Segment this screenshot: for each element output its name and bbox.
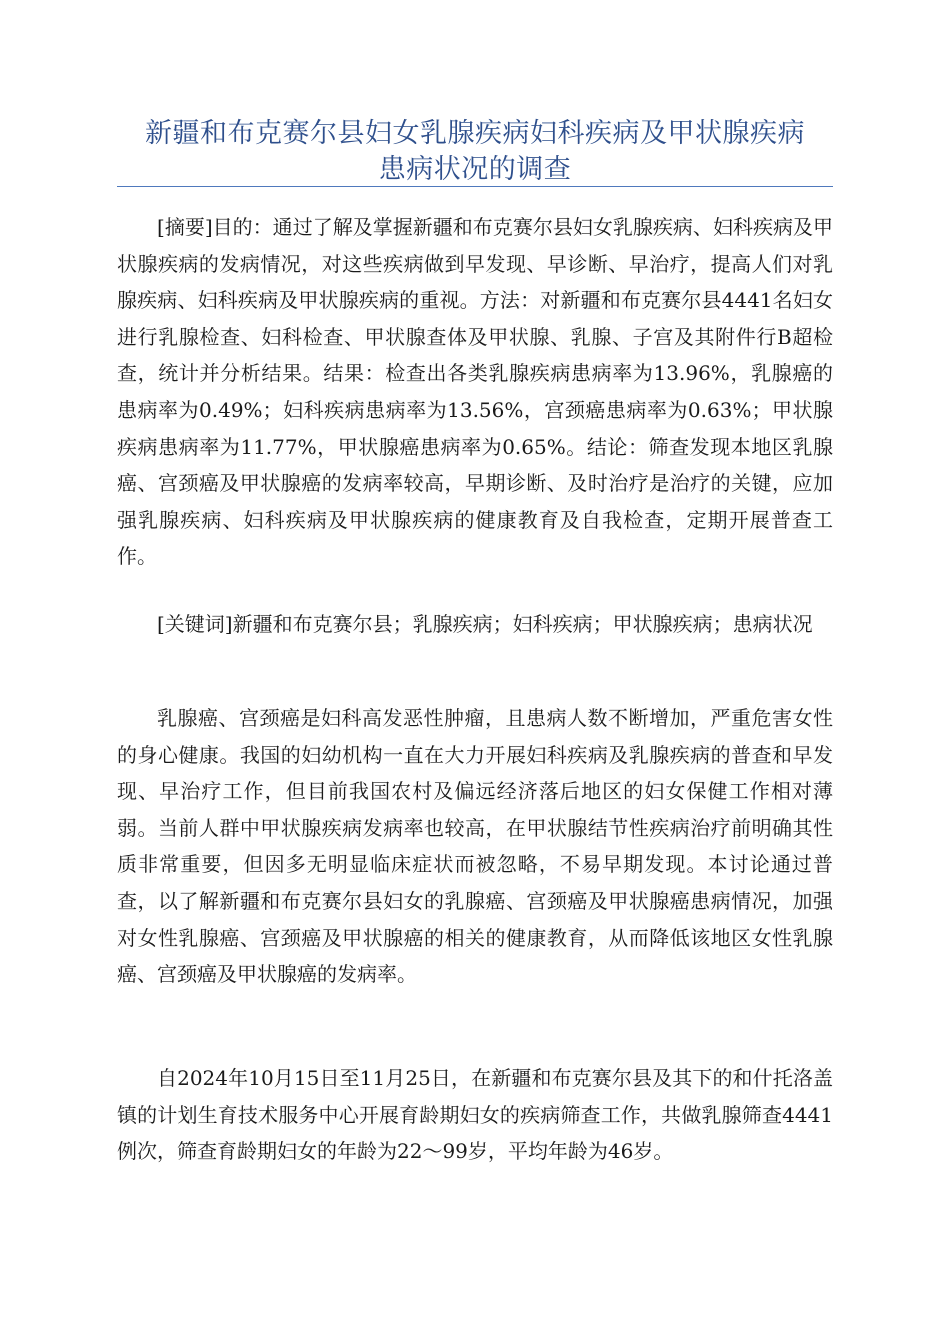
title-line-1: 新疆和布克赛尔县妇女乳腺疾病妇科疾病及甲状腺疾病 bbox=[145, 118, 805, 149]
method-paragraph: 自2024年10月15日至11月25日，在新疆和布克赛尔县及其下的和什托洛盖镇的计划生育技术服务中心开展育龄期妇女的疾病筛查工作，共做乳腺筛查4441例次，筛查育龄期妇女的年龄为22～99岁，平均年龄为46岁。 bbox=[117, 1066, 833, 1164]
keywords-paragraph: [关键词]新疆和布克赛尔县；乳腺疾病；妇科疾病；甲状腺疾病；患病状况 bbox=[157, 612, 813, 636]
abstract-paragraph: [摘要]目的：通过了解及掌握新疆和布克赛尔县妇女乳腺疾病、妇科疾病及甲状腺疾病的发病情况，对这些疾病做到早发现、早诊断、早治疗，提高人们对乳腺疾病、妇科疾病及甲状腺疾病的重视。方法：对新疆和布克赛尔县4441名妇女进行乳腺检查、妇科检查、甲状腺查体及甲状腺、乳腺、子宫及其附件行B超检查，统计并分析结果。结果：检查出各类乳腺疾病患病率为13.96%，乳腺癌的患病率为0.49%；妇科疾病患病率为13.56%，宫颈癌患病率为0.63%；甲状腺疾病患病率为11.77%，甲状腺癌患病率为0.65%。结论：筛查发现本地区乳腺癌、宫颈癌及甲状腺癌的发病率较高，早期诊断、及时治疗是治疗的关键，应加强乳腺疾病、妇科疾病及甲状腺疾病的健康教育及自我检查，定期开展普查工作。 bbox=[117, 215, 833, 569]
introduction-paragraph: 乳腺癌、宫颈癌是妇科高发恶性肿瘤，且患病人数不断增加，严重危害女性的身心健康。我国的妇幼机构一直在大力开展妇科疾病及乳腺疾病的普查和早发现、早治疗工作，但目前我国农村及偏远经济落后地区的妇女保健工作相对薄弱。当前人群中甲状腺疾病发病率也较高，在甲状腺结节性疾病治疗前明确其性质非常重要，但因多无明显临床症状而被忽略，不易早期发现。本讨论通过普查，以了解新疆和布克赛尔县妇女的乳腺癌、宫颈癌及甲状腺癌患病情况，加强对女性乳腺癌、宫颈癌及甲状腺癌的相关的健康教育，从而降低该地区女性乳腺癌、宫颈癌及甲状腺癌的发病率。 bbox=[117, 706, 833, 987]
title-underline bbox=[117, 186, 833, 187]
page-title bbox=[117, 116, 833, 188]
title-line-2: 患病状况的调查 bbox=[378, 154, 572, 185]
